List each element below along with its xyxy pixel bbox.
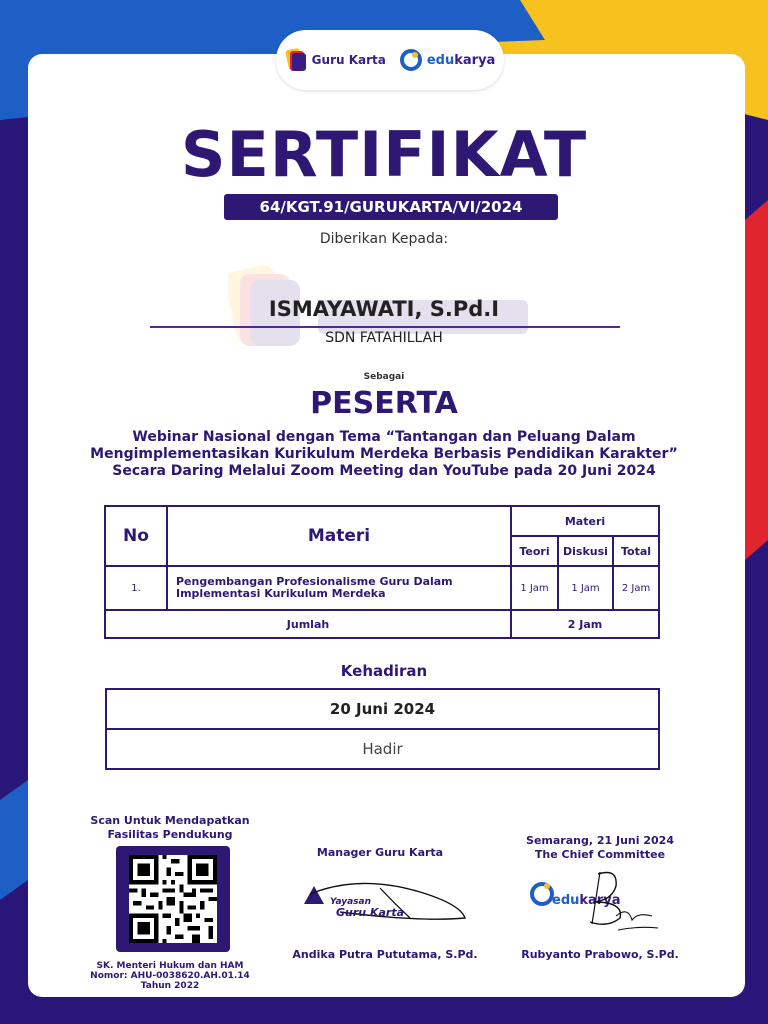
guru-karta-wordmark: Guru Karta xyxy=(311,53,386,67)
chief-signature-stamp xyxy=(528,866,668,938)
attendance-date: 20 Juni 2024 xyxy=(106,689,659,729)
column-group-header: Materi xyxy=(511,506,659,536)
chief-date-line: Semarang, 21 Juni 2024 xyxy=(526,834,674,847)
guru-karta-card-icon xyxy=(285,47,307,73)
row-teori: 1 Jam xyxy=(511,566,558,610)
sum-label: Jumlah xyxy=(105,610,511,638)
manager-title: Manager Guru Karta xyxy=(316,846,444,859)
sum-value: 2 Jam xyxy=(511,610,659,638)
attendance-label: Kehadiran xyxy=(340,662,428,680)
recipient-institution: SDN FATAHILLAH xyxy=(325,330,443,346)
qr-code-icon[interactable] xyxy=(128,855,218,943)
edukarya-prefix: edu xyxy=(426,52,455,68)
column-header-diskusi: Diskusi xyxy=(558,536,613,566)
row-title xyxy=(167,566,511,610)
scan-caption xyxy=(80,814,260,842)
certificate-number: 64/KGT.91/GURUKARTA/VI/2024 xyxy=(224,194,558,220)
column-header-total: Total xyxy=(613,536,659,566)
as-label: Sebagai xyxy=(363,372,405,382)
legal-line: Tahun 2022 xyxy=(140,981,200,991)
certificate-title: SERTIFIKAT xyxy=(180,118,588,191)
table-row xyxy=(105,566,659,610)
given-to-label: Diberikan Kepada: xyxy=(319,231,449,247)
column-header-materi: Materi xyxy=(167,506,511,566)
row-diskusi: 1 Jam xyxy=(558,566,613,610)
description-line: Webinar Nasional dengan Tema “Tantangan dan Peluang Dalam xyxy=(132,429,636,445)
stamp-text-line1: Yayasan xyxy=(330,897,372,907)
column-header-teori: Teori xyxy=(511,536,558,566)
edukarya-logo xyxy=(400,49,495,71)
chief-stamp-suffix: karya xyxy=(579,893,621,908)
attendance-status: Hadir xyxy=(106,729,659,769)
edukarya-swirl-icon xyxy=(400,49,422,71)
event-description xyxy=(60,429,708,480)
scan-line: Scan Untuk Mendapatkan xyxy=(90,814,250,827)
description-line: Mengimplementasikan Kurikulum Merdeka Berbasis Pendidikan Karakter” xyxy=(90,446,678,462)
materials-table xyxy=(104,505,660,639)
participant-role: PESERTA xyxy=(310,386,458,421)
description-line: Secara Daring Melalui Zoom Meeting dan YouTube pada 20 Juni 2024 xyxy=(112,463,656,479)
qr-code-frame[interactable] xyxy=(116,846,230,952)
manager-name: Andika Putra Pututama, S.Pd. xyxy=(292,948,478,961)
chief-place-date xyxy=(500,834,700,862)
chief-name: Rubyanto Prabowo, S.Pd. xyxy=(521,948,679,961)
legal-line: SK. Menteri Hukum dan HAM xyxy=(96,961,244,971)
guru-karta-logo xyxy=(285,47,386,73)
row-total: 2 Jam xyxy=(613,566,659,610)
column-header-no: No xyxy=(105,506,167,566)
scan-line: Fasilitas Pendukung xyxy=(107,828,233,841)
stamp-text-line2: Guru Karta xyxy=(336,906,404,919)
chief-title-line: The Chief Committee xyxy=(534,848,666,861)
chief-stamp-prefix: edu xyxy=(552,893,580,908)
recipient-name: ISMAYAWATI, S.Pd.I xyxy=(268,297,500,321)
manager-signature-stamp xyxy=(300,874,470,930)
row-title-line: Implementasi Kurikulum Merdeka xyxy=(176,587,386,600)
name-underline xyxy=(150,326,620,328)
edukarya-suffix: karya xyxy=(454,52,496,68)
legal-line: Nomor: AHU-0038620.AH.01.14 xyxy=(90,971,250,981)
row-title-line: Pengembangan Profesionalisme Guru Dalam xyxy=(176,575,453,588)
logo-header xyxy=(276,30,504,90)
row-no: 1. xyxy=(105,566,167,610)
attendance-table xyxy=(105,688,660,770)
legal-registration xyxy=(80,961,260,991)
